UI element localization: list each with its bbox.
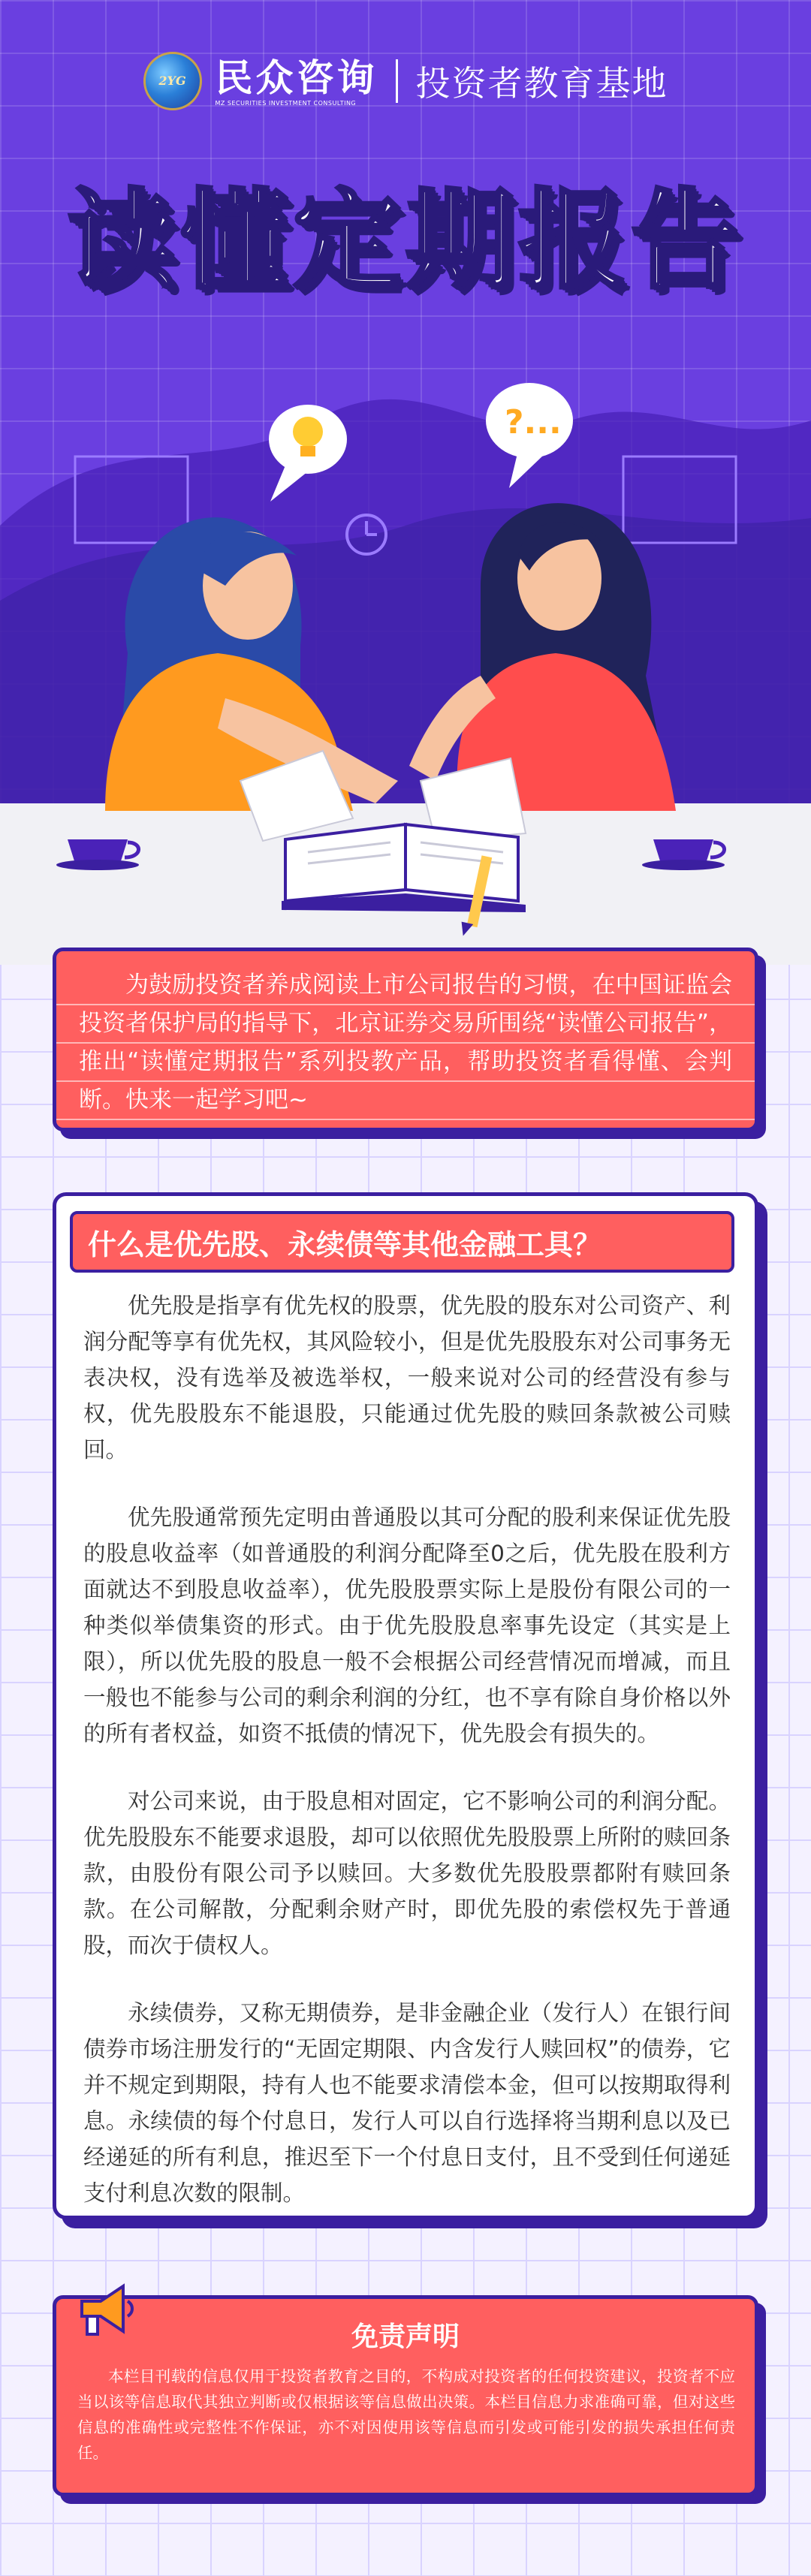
intro-box	[53, 948, 758, 1131]
paragraph: 优先股是指享有优先权的股票，优先股的股东对公司资产、利润分配等享有优先权，其风险较小，但是优先股股东对公司事务无表决权，没有选举及被选举权，一般来说对公司的经营没有参与权，优先股股东不能退股，只能通过优先股的赎回条款被公司赎回。	[83, 1293, 731, 1463]
brand-header	[0, 47, 811, 116]
megaphone-icon	[71, 2275, 138, 2343]
hero-banner	[0, 0, 811, 965]
brand-tagline: 投资者教育基地	[415, 63, 668, 104]
svg-text:?...: ?...	[505, 403, 562, 441]
hero-illustration	[0, 0, 811, 965]
brand-divider	[396, 59, 398, 103]
disclaimer-box	[53, 2295, 758, 2496]
brand-name: 民众咨询	[215, 56, 378, 100]
disclaimer-text: 本栏目刊载的信息仅用于投资者教育之目的，不构成对投资者的任何投资建议，投资者不应当以该等信息取代其独立判断或仅根据该等信息做出决策。本栏目信息力求准确可靠，但对这些信息的准确性或完整性不作保证，亦不对因使用该等信息而引发或可能引发的损失承担任何责任。	[77, 2367, 735, 2462]
section-heading-bar	[70, 1211, 734, 1273]
section-body	[83, 1288, 731, 2243]
paragraph: 永续债券，又称无期债券，是非金融企业（发行人）在银行间债券市场注册发行的“无固定期限、内含发行人赎回权”的债券，它并不规定到期限，持有人也不能要求清偿本金，但可以按期取得利息。永续债的每个付息日，发行人可以自行选择将当期利息以及已经递延的所有利息，推迟至下一个付息日支付，且不受到任何递延支付利息次数的限制。	[83, 2000, 731, 2206]
paragraph: 优先股通常预先定明由普通股以其可分配的股利来保证优先股的股息收益率（如普通股的利润分配降至0之后，优先股在股利方面就达不到股息收益率），优先股股票实际上是股份有限公司的一种类似举债集资的形式。由于优先股股息率事先设定（其实是上限），所以优先股的股息一般不会根据公司经营情况而增减，而且一般也不能参与公司的剩余利润的分红，也不享有除自身价格以外的所有者权益，如资不抵债的情况下，优先股会有损失的。	[83, 1505, 731, 1746]
brand-english-name: MZ SECURITIES INVESTMENT CONSULTING	[215, 99, 357, 107]
brand-logo: 2YG	[143, 52, 202, 110]
page-title: 读懂定期报告	[67, 177, 743, 303]
intro-text: 为鼓励投资者养成阅读上市公司报告的习惯，在中国证监会投资者保护局的指导下，北京证券交易所围绕“读懂公司报告”，推出“读懂定期报告”系列投教产品，帮助投资者看得懂、会判断。快来一起学习吧~	[56, 951, 755, 1134]
disclaimer-title: 免责声明	[351, 2321, 460, 2352]
content-card	[53, 1192, 758, 2219]
paragraph: 对公司来说，由于股息相对固定，它不影响公司的利润分配。优先股股东不能要求退股，却可以依照优先股股票上所附的赎回条款，由股份有限公司予以赎回。大多数优先股股票都附有赎回条款。在公司解散，分配剩余财产时，即优先股的索偿权先于普通股，而次于债权人。	[83, 1788, 731, 1958]
section-heading: 什么是优先股、永续债等其他金融工具？	[88, 1228, 602, 1261]
